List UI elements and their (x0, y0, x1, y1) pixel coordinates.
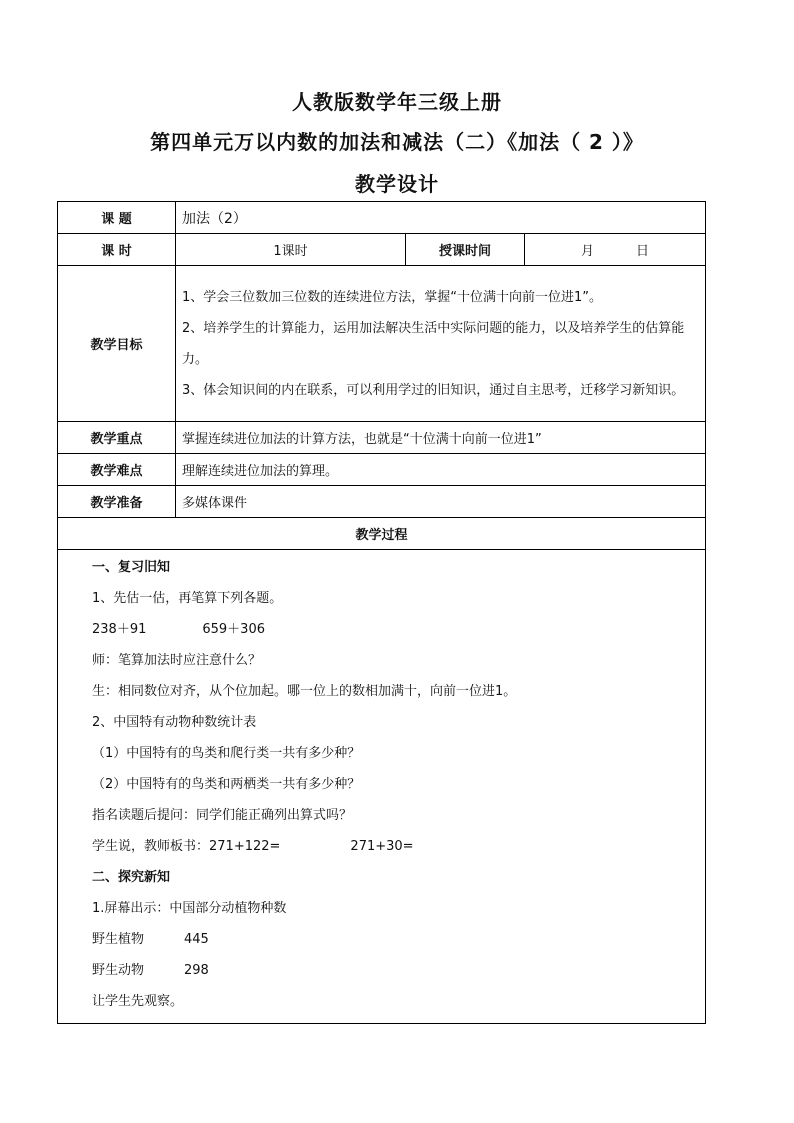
topic-value: 加法（2） (176, 202, 706, 234)
process-line: （2）中国特有的鸟类和两栖类一共有多少种？ (92, 777, 361, 792)
key-value: 掌握连续进位加法的计算方法，也就是“十位满十向前一位进1” (176, 422, 706, 454)
difficulty-label: 教学难点 (58, 454, 176, 486)
process-line: 生：相同数位对齐，从个位加起。哪一位上的数相加满十，向前一位进1。 (92, 684, 517, 699)
key-label: 教学重点 (58, 422, 176, 454)
goal-item: 3、体会知识间的内在联系，可以利用学过的旧知识，通过自主思考，迁移学习新知识。 (182, 382, 685, 398)
board-expression: 271+30= (350, 839, 414, 854)
goal-item: 1、学会三位数加三位数的连续进位方法，掌握“十位满十向前一位进1”。 (182, 289, 603, 305)
process-line: 2、中国特有动物种数统计表 (92, 715, 257, 730)
process-line (92, 614, 671, 645)
process-line: （1）中国特有的鸟类和爬行类一共有多少种？ (92, 746, 361, 761)
process-content (58, 550, 706, 1024)
document-title: 人教版数学年三级上册 (292, 90, 502, 114)
process-line (92, 831, 671, 862)
time-month: 月 (580, 244, 594, 259)
difficulty-value: 理解连续进位加法的算理。 (176, 454, 706, 486)
topic-row (58, 202, 706, 234)
goals-label: 教学目标 (58, 266, 176, 422)
data-label: 野生动物 (92, 963, 145, 978)
process-label: 教学过程 (58, 518, 706, 550)
goal-item: 2、培养学生的计算能力，运用加法解决生活中实际问题的能力，以及培养学生的估算能力。 (182, 320, 685, 367)
process-line: 让学生先观察。 (92, 994, 184, 1009)
hours-row (58, 234, 706, 266)
goals-value (176, 266, 706, 422)
prep-label: 教学准备 (58, 486, 176, 518)
process-line (92, 924, 671, 955)
board-expression: 学生说，教师板书：271+122= (92, 839, 281, 854)
lesson-plan-table (57, 201, 706, 1024)
time-value (525, 234, 706, 266)
section-title: 二、探究新知 (92, 870, 171, 885)
difficulty-row (58, 454, 706, 486)
process-header-row (58, 518, 706, 550)
goals-row (58, 266, 706, 422)
process-line: 1.屏幕出示：中国部分动植物种数 (92, 901, 287, 916)
document-subtitle: 第四单元万以内数的加法和减法（二）《加法（ 2 ）》 (150, 130, 644, 154)
prep-row (58, 486, 706, 518)
key-row (58, 422, 706, 454)
document-heading: 教学设计 (355, 172, 439, 196)
topic-label: 课 题 (58, 202, 176, 234)
expression: 659＋306 (202, 622, 265, 637)
process-line: 指名读题后提问：同学们能正确列出算式吗？ (92, 808, 353, 823)
hours-value: 1课时 (176, 234, 406, 266)
data-label: 野生植物 (92, 932, 145, 947)
process-line: 1、先估一估，再笔算下列各题。 (92, 591, 283, 606)
process-row (58, 550, 706, 1024)
time-day: 日 (636, 244, 650, 259)
section-title: 一、复习旧知 (92, 560, 171, 575)
data-value: 445 (184, 932, 209, 947)
process-line: 师：笔算加法时应注意什么？ (92, 653, 262, 668)
time-label: 授课时间 (406, 234, 525, 266)
hours-label: 课 时 (58, 234, 176, 266)
prep-value: 多媒体课件 (176, 486, 706, 518)
data-value: 298 (184, 963, 209, 978)
process-line (92, 955, 671, 986)
expression: 238＋91 (92, 622, 147, 637)
